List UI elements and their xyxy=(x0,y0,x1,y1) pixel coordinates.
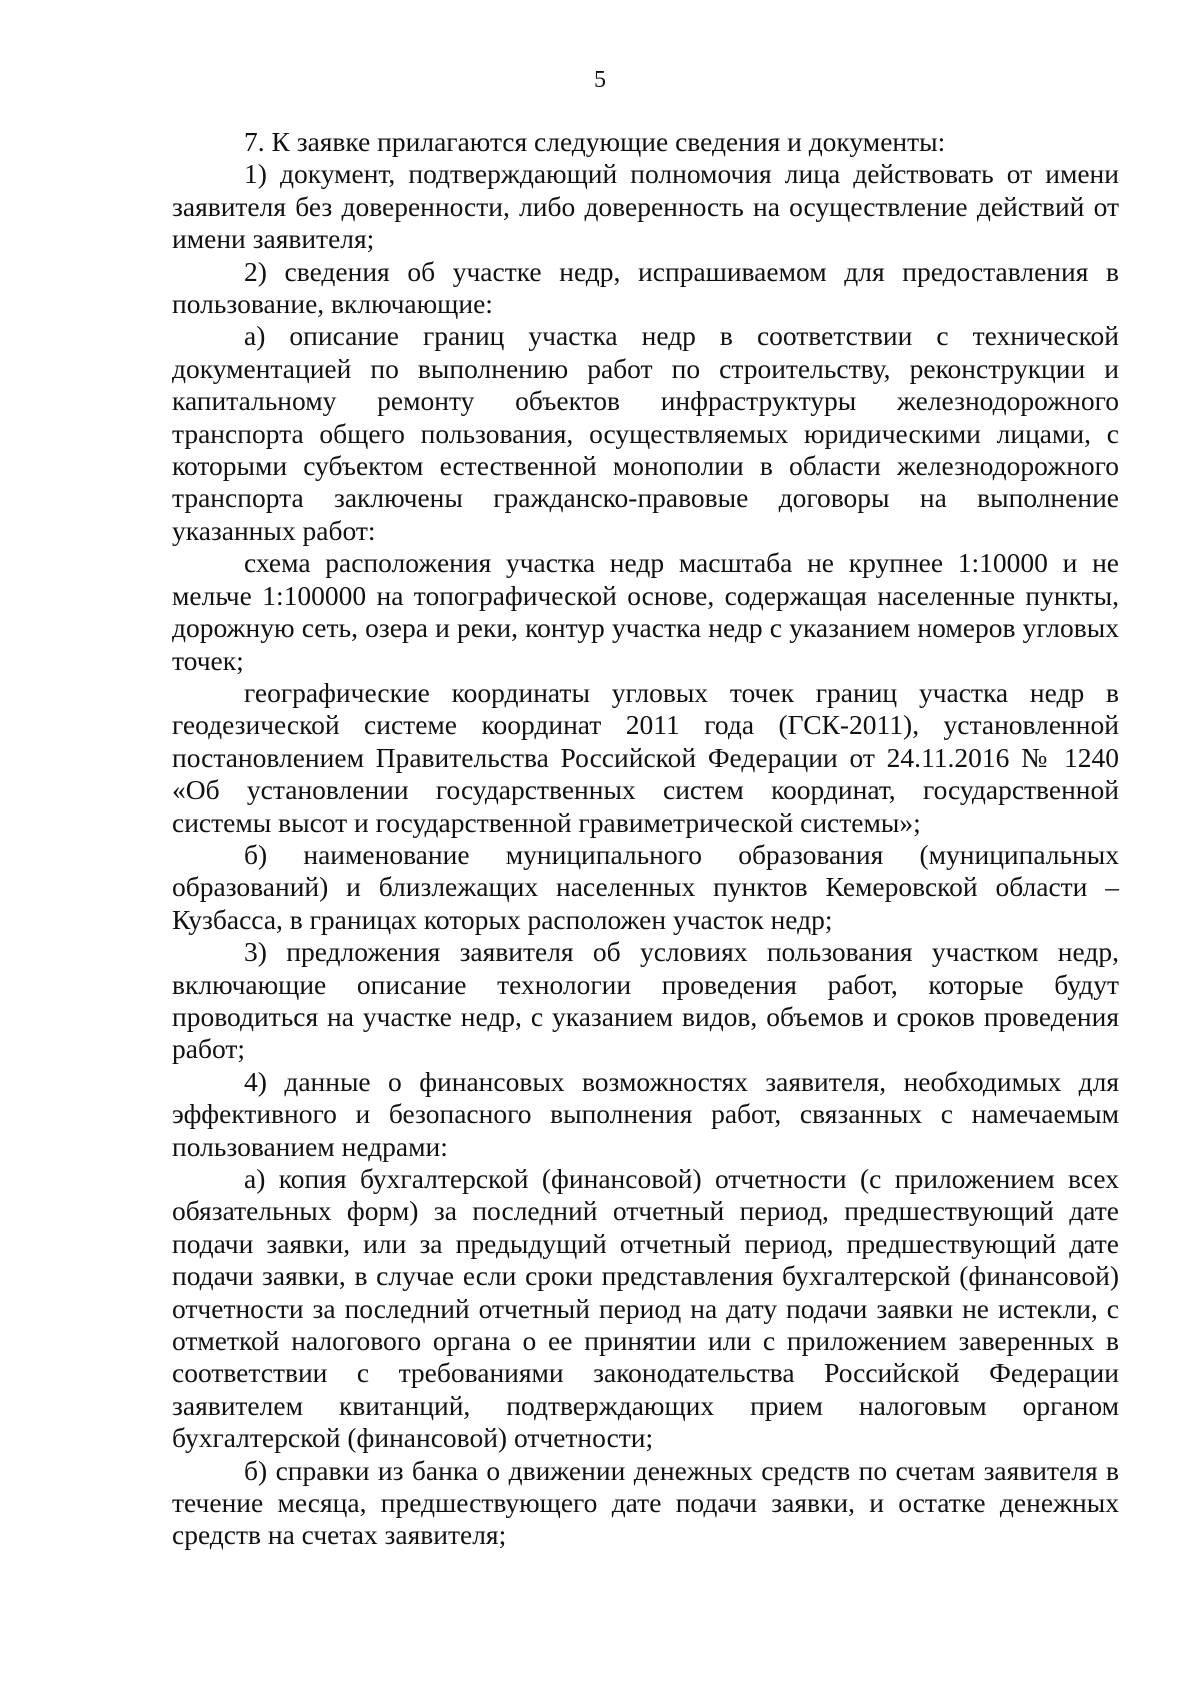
paragraph-item-3: 3) предложения заявителя об условиях пользования участком недр, включающие описание технологии проведения работ, которые будут проводиться на участке недр, с указанием видов, объемов и сроков проведения работ; xyxy=(172,936,1119,1065)
paragraph-item-2: 2) сведения об участке недр, испрашиваемом для предоставления в пользование, включающие: xyxy=(172,255,1119,320)
paragraph-item-4a: а) копия бухгалтерской (финансовой) отчетности (с приложением всех обязательных форм) за последний отчетный период, предшествующий дате подачи заявки, или за предыдущий отчетный период, предшествующий дате подачи заявки, в случае если сроки представления бухгалтерской (финансовой) отчетности за последний отчетный период на дату подачи заявки не истекли, с отметкой налогового органа о ее принятии или с приложением заверенных в соответствии с требованиями законодательства Российской Федерации заявителем квитанций, подтверждающих прием налоговым органом бухгалтерской (финансовой) отчетности; xyxy=(172,1163,1119,1454)
paragraph-item-1: 1) документ, подтверждающий полномочия лица действовать от имени заявителя без доверенности, либо доверенность на осуществление действий от имени заявителя; xyxy=(172,158,1119,255)
page-number: 5 xyxy=(594,67,606,93)
paragraph-item-4b: б) справки из банка о движении денежных средств по счетам заявителя в течение месяца, предшествующего дате подачи заявки, и остатке денежных средств на счетах заявителя; xyxy=(172,1454,1119,1551)
paragraph-item-2b: б) наименование муниципального образования (муниципальных образований) и близлежащих населенных пунктов Кемеровской области – Кузбасса, в границах которых расположен участок недр; xyxy=(172,838,1119,935)
paragraph-7-intro: 7. К заявке прилагаются следующие сведения и документы: xyxy=(244,126,946,157)
document-body xyxy=(172,126,1119,1552)
paragraph-coordinates: географические координаты угловых точек границ участка недр в геодезической системе координат 2011 года (ГСК-2011), установленной постановлением Правительства Российской Федерации от 24.11.2016 № 1240 «Об установлении государственных систем координат, государственной системы высот и государственной гравиметрической системы»; xyxy=(172,676,1119,838)
paragraph-item-4: 4) данные о финансовых возможностях заявителя, необходимых для эффективного и безопасного выполнения работ, связанных с намечаемым пользованием недрами: xyxy=(172,1065,1119,1162)
paragraph-item-2a: а) описание границ участка недр в соответствии с технической документацией по выполнению работ по строительству, реконструкции и капитальному ремонту объектов инфраструктуры железнодорожного транспорта общего пользования, осуществляемых юридическими лицами, с которыми субъектом естественной монополии в области железнодорожного транспорта заключены гражданско-правовые договоры на выполнение указанных работ: xyxy=(172,320,1119,546)
paragraph-scheme: схема расположения участка недр масштаба не крупнее 1:10000 и не мельче 1:100000 на топографической основе, содержащая населенные пункты, дорожную сеть, озера и реки, контур участка недр с указанием номеров угловых точек; xyxy=(172,547,1119,676)
